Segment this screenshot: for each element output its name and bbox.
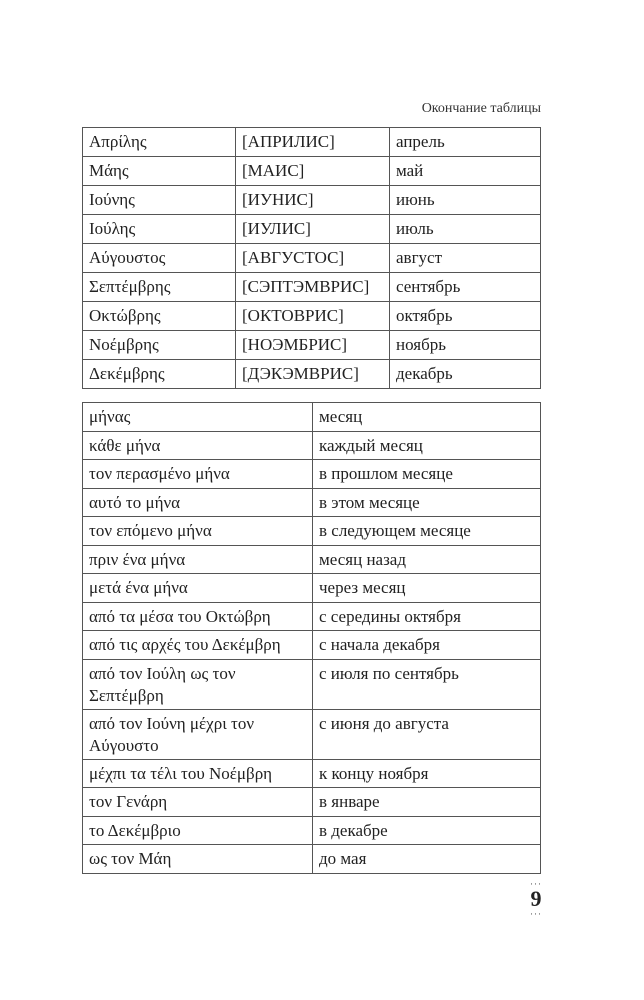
russian-cell: с начала декабря <box>313 631 541 660</box>
table-row <box>83 574 541 603</box>
table-row <box>83 816 541 845</box>
table-row <box>83 709 541 759</box>
greek-cell: από τον Ιούλη ως τον Σεπτέμβρη <box>83 659 313 709</box>
russian-cell: декабрь <box>390 360 541 389</box>
greek-cell: Νοέμβρης <box>83 331 236 360</box>
table-row <box>83 331 541 360</box>
russian-cell: к концу ноября <box>313 759 541 788</box>
russian-cell: в декабре <box>313 816 541 845</box>
greek-cell: Ιούλης <box>83 215 236 244</box>
table-row <box>83 759 541 788</box>
table-row <box>83 157 541 186</box>
greek-cell: Οκτώβρης <box>83 302 236 331</box>
transcription-cell: [СЭПТЭМВРИС] <box>236 273 390 302</box>
russian-cell: с июля по сентябрь <box>313 659 541 709</box>
page-number-value: 9 <box>530 886 542 911</box>
table-row <box>83 460 541 489</box>
russian-cell: в январе <box>313 788 541 817</box>
greek-cell: Δεκέμβρης <box>83 360 236 389</box>
greek-cell: Αύγουστος <box>83 244 236 273</box>
transcription-cell: [ОКТОВРИС] <box>236 302 390 331</box>
greek-cell: το Δεκέμβριο <box>83 816 313 845</box>
months-table <box>82 127 541 389</box>
table-row <box>83 659 541 709</box>
russian-cell: май <box>390 157 541 186</box>
table-row <box>83 128 541 157</box>
greek-cell: τον Γενάρη <box>83 788 313 817</box>
greek-cell: κάθε μήνα <box>83 431 313 460</box>
greek-cell: ως τον Μάη <box>83 845 313 874</box>
russian-cell: каждый месяц <box>313 431 541 460</box>
russian-cell: июнь <box>390 186 541 215</box>
russian-cell: месяц <box>313 403 541 432</box>
transcription-cell: [АВГУСТОС] <box>236 244 390 273</box>
greek-cell: Απρίλης <box>83 128 236 157</box>
transcription-cell: [АПРИЛИС] <box>236 128 390 157</box>
russian-cell: в следующем месяце <box>313 517 541 546</box>
dots-decoration: ··· <box>530 909 542 919</box>
table-row <box>83 186 541 215</box>
russian-cell: в прошлом месяце <box>313 460 541 489</box>
table-continuation-caption: Окончание таблицы <box>421 101 541 116</box>
greek-cell: μέχπι τα τέλι του Νοέμβρη <box>83 759 313 788</box>
table-row <box>83 488 541 517</box>
russian-cell: ноябрь <box>390 331 541 360</box>
russian-cell: с середины октября <box>313 602 541 631</box>
table-row <box>83 360 541 389</box>
russian-cell: до мая <box>313 845 541 874</box>
table-row <box>83 273 541 302</box>
table-row <box>83 545 541 574</box>
greek-cell: Μάης <box>83 157 236 186</box>
table-row <box>83 431 541 460</box>
russian-cell: апрель <box>390 128 541 157</box>
greek-cell: μετά ένα μήνα <box>83 574 313 603</box>
russian-cell: месяц назад <box>313 545 541 574</box>
greek-cell: τον περασμένο μήνα <box>83 460 313 489</box>
table-row <box>83 631 541 660</box>
transcription-cell: [ИУЛИС] <box>236 215 390 244</box>
table-row <box>83 788 541 817</box>
table-row <box>83 517 541 546</box>
transcription-cell: [МАИС] <box>236 157 390 186</box>
table-row <box>83 215 541 244</box>
russian-cell: октябрь <box>390 302 541 331</box>
russian-cell: июль <box>390 215 541 244</box>
russian-cell: с июня до августа <box>313 709 541 759</box>
transcription-cell: [ИУНИС] <box>236 186 390 215</box>
month-phrases-table <box>82 402 541 874</box>
table-row <box>83 403 541 432</box>
greek-cell: πριν ένα μήνα <box>83 545 313 574</box>
table-row <box>83 602 541 631</box>
table-row <box>83 845 541 874</box>
transcription-cell: [НОЭМБРИС] <box>236 331 390 360</box>
greek-cell: μήνας <box>83 403 313 432</box>
table-row <box>83 244 541 273</box>
russian-cell: в этом месяце <box>313 488 541 517</box>
greek-cell: αυτό το μήνα <box>83 488 313 517</box>
greek-cell: από τον Ιούνη μέχρι τον Αύγουστο <box>83 709 313 759</box>
greek-cell: Σεπτέμβρης <box>83 273 236 302</box>
greek-cell: από τις αρχές του Δεκέμβρη <box>83 631 313 660</box>
transcription-cell: [ДЭКЭМВРИС] <box>236 360 390 389</box>
russian-cell: сентябрь <box>390 273 541 302</box>
russian-cell: август <box>390 244 541 273</box>
greek-cell: Ιούνης <box>83 186 236 215</box>
page-number <box>526 880 546 918</box>
dots-decoration: ··· <box>530 879 542 889</box>
greek-cell: τον επόμενο μήνα <box>83 517 313 546</box>
greek-cell: από τα μέσα του Οκτώβρη <box>83 602 313 631</box>
russian-cell: через месяц <box>313 574 541 603</box>
table-row <box>83 302 541 331</box>
